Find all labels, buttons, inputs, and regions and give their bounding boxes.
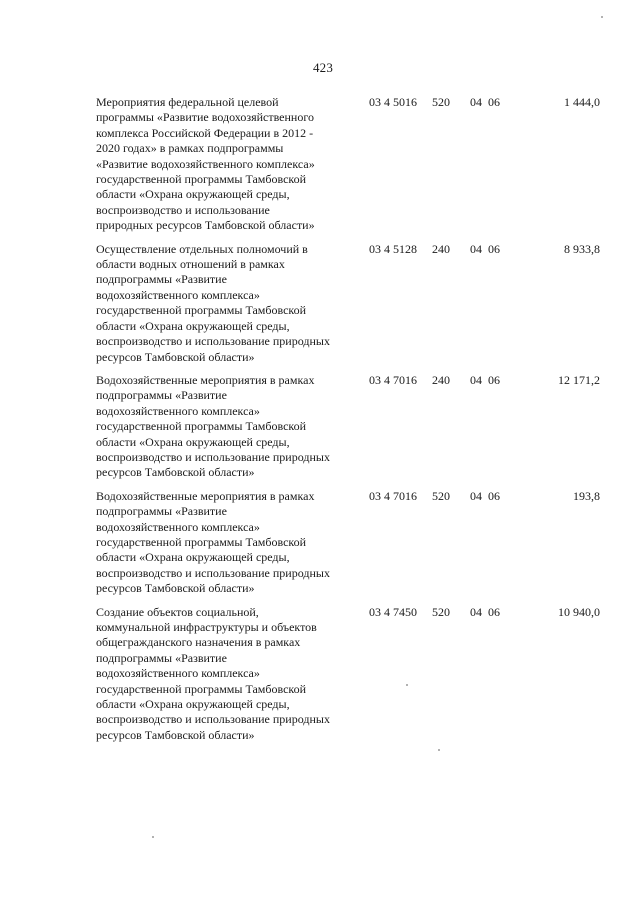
row-target-code: 03 4 7016: [369, 488, 417, 503]
row-target-code: 03 4 5128: [369, 241, 417, 256]
table-row: [0, 605, 640, 744]
row-section-code: 04 06: [470, 488, 500, 503]
row-target-code: 03 4 7016: [369, 372, 417, 387]
row-section-code: 04 06: [470, 372, 500, 387]
scan-speck: [438, 749, 440, 751]
table-row: [0, 95, 640, 234]
row-amount: 1 444,0: [564, 95, 600, 109]
row-section-code: 04 06: [470, 604, 500, 619]
row-amount: 10 940,0: [558, 604, 600, 619]
row-expense-type: 520: [432, 95, 450, 109]
row-expense-type: 520: [432, 488, 450, 503]
scan-speck: [152, 836, 154, 838]
row-amount: 193,8: [573, 488, 600, 503]
budget-table: [0, 95, 640, 743]
row-description: Создание объектов социальной, коммунальной инфраструктуры и объектов общегражданского назначения в рамках подпрограммы «Развитие водохозяйственного комплекса» государственной программы Тамбовской области «Охрана окружающей среды, воспроизводство и использование природных ресурсов Тамбовской области»: [96, 604, 330, 742]
table-row: [0, 373, 640, 481]
row-description: Мероприятия федеральной целевой программы «Развитие водохозяйственного комплекса Российской Федерации в 2012 - 2020 годах» в рамках подпрограммы «Развитие водохозяйственного комплекса» государственной программы Тамбовской области «Охрана окружающей среды, воспроизводство и использование природных ресурсов Тамбовской области»: [96, 95, 315, 233]
row-description: Водохозяйственные мероприятия в рамках подпрограммы «Развитие водохозяйственного комплекса» государственной программы Тамбовской области «Охрана окружающей среды, воспроизводство и использование природных ресурсов Тамбовской области»: [96, 488, 330, 596]
page-number: 423: [312, 60, 334, 75]
row-expense-type: 240: [432, 372, 450, 387]
row-target-code: 03 4 5016: [369, 95, 417, 109]
row-expense-type: 520: [432, 604, 450, 619]
row-expense-type: 240: [432, 241, 450, 256]
row-amount: 8 933,8: [564, 241, 600, 256]
row-section-code: 04 06: [470, 241, 500, 256]
table-row: [0, 489, 640, 597]
row-amount: 12 171,2: [558, 372, 600, 387]
row-description: Водохозяйственные мероприятия в рамках подпрограммы «Развитие водохозяйственного комплекса» государственной программы Тамбовской области «Охрана окружающей среды, воспроизводство и использование природных ресурсов Тамбовской области»: [96, 372, 330, 480]
table-row: [0, 242, 640, 365]
scan-speck: [601, 16, 603, 18]
scan-speck: [406, 684, 408, 686]
row-description: Осуществление отдельных полномочий в области водных отношений в рамках подпрограммы «Развитие водохозяйственного комплекса» государственной программы Тамбовской области «Охрана окружающей среды, воспроизводство и использование природных ресурсов Тамбовской области»: [96, 241, 330, 364]
row-section-code: 04 06: [470, 95, 500, 109]
row-target-code: 03 4 7450: [369, 604, 417, 619]
